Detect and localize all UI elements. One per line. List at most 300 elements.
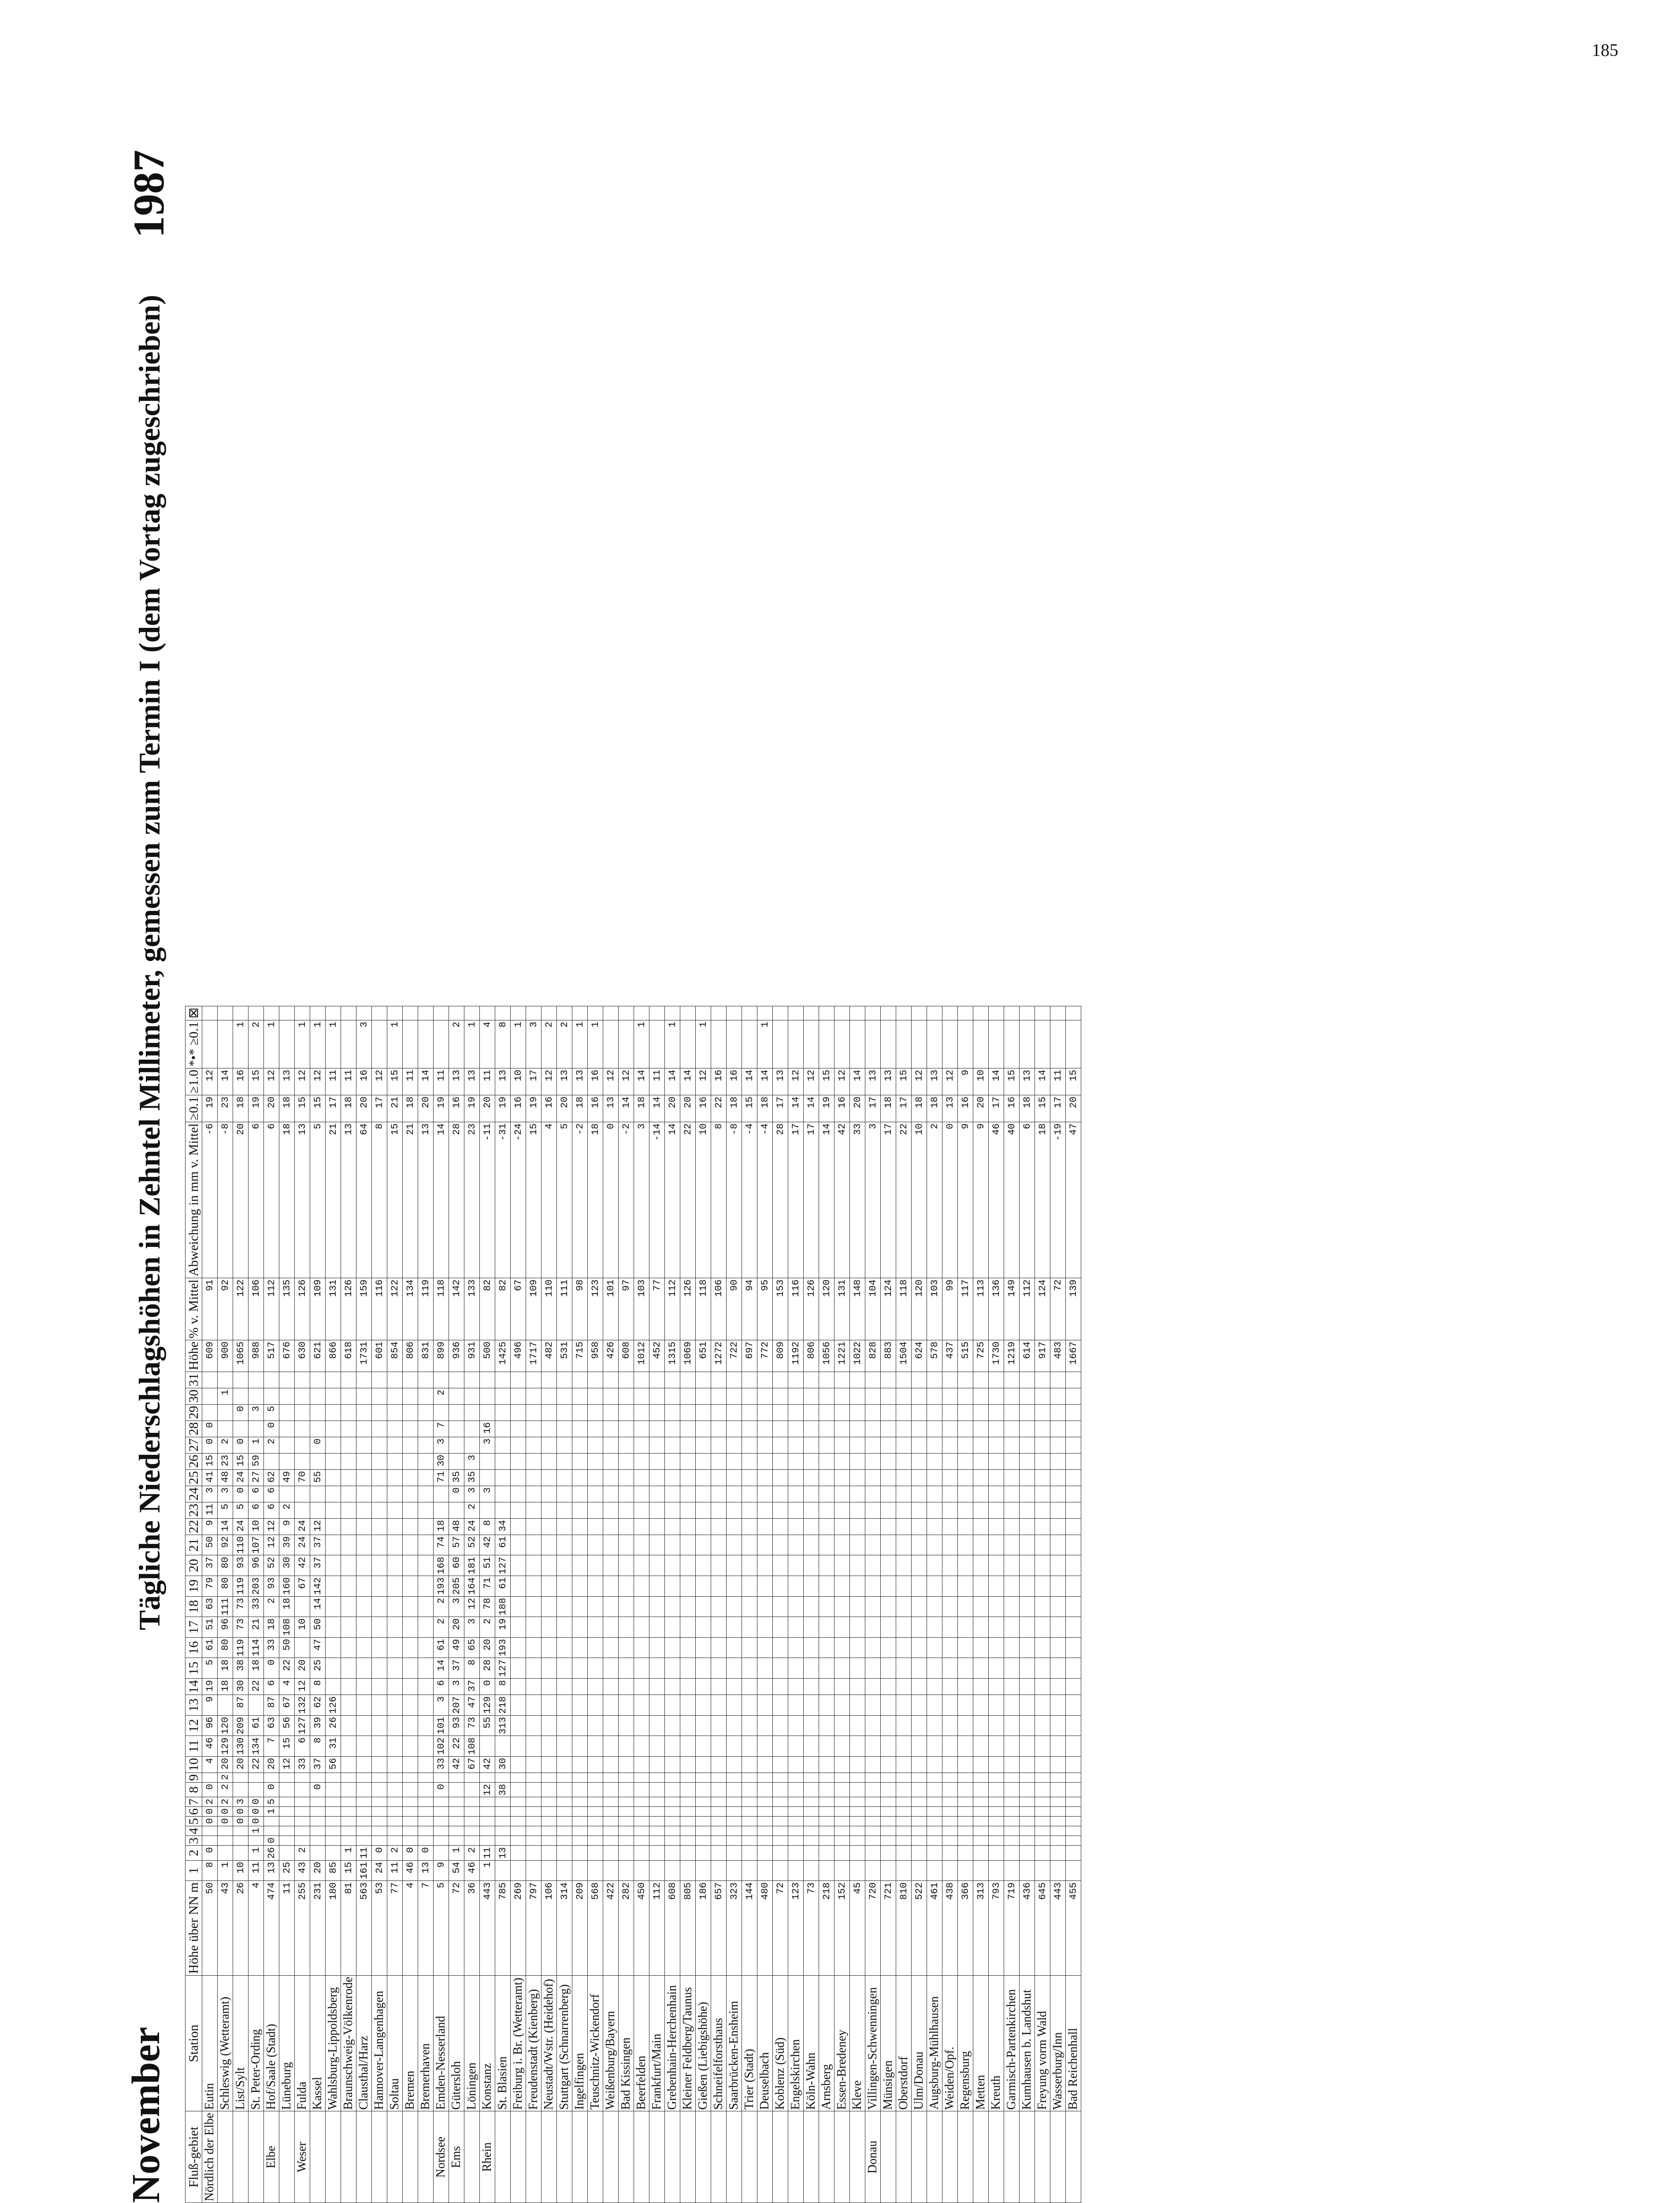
table-row [279, 1006, 295, 2203]
cell-day [403, 1617, 418, 1638]
cell-day [973, 1420, 989, 1437]
cell-n01: 17 [865, 1095, 881, 1122]
cell-abweichung: 3 [634, 1122, 649, 1278]
cell-gewitter [896, 1006, 912, 1020]
cell-day [942, 1658, 958, 1679]
cell-day [449, 1502, 464, 1518]
cell-day [942, 1637, 958, 1658]
cell-day [696, 1404, 711, 1420]
cell-day [989, 1617, 1004, 1638]
cell-day [804, 1535, 819, 1555]
cell-day [865, 1469, 881, 1486]
cell-abweichung: -2 [619, 1122, 634, 1278]
cell-station: Gütersloh [449, 1975, 464, 2111]
cell-day [387, 1637, 403, 1658]
cell-day: 6 [295, 1736, 310, 1757]
cell-day [557, 1637, 572, 1658]
cell-day [696, 1658, 711, 1679]
cell-day: 73 [233, 1617, 248, 1638]
cell-n01: 16 [1004, 1095, 1020, 1122]
cell-day [1020, 1695, 1035, 1716]
cell-day: 0 [218, 1807, 233, 1817]
cell-day [912, 1637, 927, 1658]
cell-gewitter [804, 1006, 819, 1020]
cell-day [233, 1846, 248, 1860]
cell-group [572, 2111, 588, 2203]
cell-day: 37 [202, 1555, 218, 1576]
cell-day: 3 [449, 1679, 464, 1695]
cell-group [696, 2111, 711, 2203]
cell-day: 39 [310, 1715, 326, 1736]
cell-group [1066, 2111, 1081, 2203]
cell-monat-hoehe: 806 [403, 1340, 418, 1372]
cell-day [372, 1518, 387, 1535]
cell-day [418, 1817, 434, 1826]
cell-day: 31 [326, 1736, 341, 1757]
cell-abweichung: 6 [248, 1122, 264, 1278]
cell-day [1035, 1782, 1050, 1797]
cell-day [341, 1518, 356, 1535]
cell-day [865, 1826, 881, 1836]
cell-day [511, 1773, 526, 1782]
cell-n01: 15 [742, 1095, 757, 1122]
cell-day [804, 1404, 819, 1420]
cell-day [989, 1637, 1004, 1658]
cell-day [526, 1555, 541, 1576]
cell-day [526, 1756, 541, 1773]
cell-abweichung: 18 [1035, 1122, 1050, 1278]
cell-day [1035, 1469, 1050, 1486]
cell-day [680, 1756, 696, 1773]
cell-day [572, 1372, 588, 1388]
cell-day [1004, 1502, 1020, 1518]
main-title: Tägliche Niederschlagshöhen in Zehntel Millimeter, gemessen zum Termin I (dem Vortag zugeschrieben) [133, 295, 166, 1630]
cell-day [819, 1860, 834, 1881]
cell-day [711, 1486, 727, 1502]
cell-day [881, 1555, 896, 1576]
cell-day [341, 1453, 356, 1469]
cell-day [541, 1695, 557, 1716]
cell-schnee [202, 1020, 218, 1068]
cell-day: 2 [279, 1502, 295, 1518]
cell-day [1050, 1756, 1066, 1773]
cell-day [788, 1617, 804, 1638]
cell-day [850, 1372, 865, 1388]
cell-gewitter [850, 1006, 865, 1020]
cell-day: 49 [279, 1469, 295, 1486]
cell-day [834, 1502, 850, 1518]
cell-day: 37 [449, 1658, 464, 1679]
cell-n10: 12 [788, 1068, 804, 1095]
cell-day [912, 1695, 927, 1716]
cell-day [541, 1782, 557, 1797]
cell-day [233, 1420, 248, 1437]
cell-abweichung: 0 [942, 1122, 958, 1278]
cell-day [310, 1773, 326, 1782]
cell-gewitter [788, 1006, 804, 1020]
cell-monat-prozent: 110 [541, 1278, 557, 1340]
cell-day [511, 1836, 526, 1846]
cell-day [326, 1469, 341, 1486]
cell-day [1035, 1817, 1050, 1826]
cell-day [773, 1502, 788, 1518]
cell-day [850, 1846, 865, 1860]
cell-day [341, 1817, 356, 1826]
cell-day [495, 1486, 511, 1502]
cell-monat-hoehe: 854 [387, 1340, 403, 1372]
cell-day [526, 1846, 541, 1860]
cell-day [372, 1736, 387, 1757]
cell-day: 78 [480, 1596, 495, 1617]
cell-day [757, 1846, 773, 1860]
cell-day [665, 1836, 680, 1846]
cell-day [757, 1807, 773, 1817]
cell-day [341, 1437, 356, 1453]
cell-gewitter [480, 1006, 495, 1020]
cell-day [634, 1736, 649, 1757]
cell-day [495, 1502, 511, 1518]
cell-day: 15 [341, 1860, 356, 1881]
cell-monat-prozent: 148 [850, 1278, 865, 1340]
cell-day [372, 1502, 387, 1518]
cell-day: 13 [495, 1846, 511, 1860]
cell-day [788, 1773, 804, 1782]
cell-day [634, 1518, 649, 1535]
cell-day [603, 1826, 619, 1836]
table-row [264, 1006, 279, 2203]
cell-day [341, 1502, 356, 1518]
cell-day [1050, 1679, 1066, 1695]
cell-day: 313 [495, 1715, 511, 1736]
cell-day: 188 [495, 1596, 511, 1617]
cell-station: Löningen [464, 1975, 480, 2111]
cell-day [973, 1486, 989, 1502]
cell-day [557, 1773, 572, 1782]
cell-day [711, 1388, 727, 1404]
cell-schnee: 2 [541, 1020, 557, 1068]
cell-n01: 20 [418, 1095, 434, 1122]
cell-day: 3 [464, 1617, 480, 1638]
cell-day [773, 1596, 788, 1617]
cell-hoehe: 438 [942, 1881, 958, 1975]
cell-day: 15 [279, 1736, 295, 1757]
cell-day: 129 [218, 1736, 233, 1757]
cell-day [603, 1453, 619, 1469]
cell-schnee [341, 1020, 356, 1068]
cell-n01: 20 [557, 1095, 572, 1122]
cell-day [727, 1388, 742, 1404]
cell-day [896, 1679, 912, 1695]
cell-n10: 12 [804, 1068, 819, 1095]
cell-day [942, 1817, 958, 1826]
cell-day [1066, 1679, 1081, 1695]
cell-day [1004, 1469, 1020, 1486]
cell-day [634, 1555, 649, 1576]
cell-day [495, 1773, 511, 1782]
cell-day [603, 1797, 619, 1807]
cell-day [819, 1797, 834, 1807]
cell-day: 80 [218, 1637, 233, 1658]
cell-day [1066, 1502, 1081, 1518]
cell-day: 51 [480, 1555, 495, 1576]
cell-day: 0 [233, 1817, 248, 1826]
cell-day [896, 1695, 912, 1716]
cell-day [279, 1797, 295, 1807]
cell-day [711, 1518, 727, 1535]
cell-abweichung: 8 [372, 1122, 387, 1278]
cell-day [619, 1679, 634, 1695]
cell-day [387, 1836, 403, 1846]
cell-day: 127 [295, 1715, 310, 1736]
cell-day: 3 [218, 1486, 233, 1502]
cell-n10: 13 [572, 1068, 588, 1095]
cell-day [773, 1797, 788, 1807]
cell-day [696, 1797, 711, 1807]
cell-station: Weißenburg/Bayern [603, 1975, 619, 2111]
cell-day [603, 1695, 619, 1716]
cell-day [1035, 1715, 1050, 1736]
cell-abweichung: 22 [896, 1122, 912, 1278]
cell-abweichung: -14 [649, 1122, 665, 1278]
cell-day [942, 1826, 958, 1836]
cell-day [418, 1388, 434, 1404]
cell-day [310, 1807, 326, 1817]
cell-day [603, 1555, 619, 1576]
cell-schnee [958, 1020, 973, 1068]
cell-group [665, 2111, 680, 2203]
cell-day [804, 1756, 819, 1773]
cell-group [819, 2111, 834, 2203]
cell-day [742, 1372, 757, 1388]
cell-monat-prozent: 120 [912, 1278, 927, 1340]
cell-day [1004, 1576, 1020, 1596]
cell-group [279, 2111, 295, 2203]
cell-monat-prozent: 95 [757, 1278, 773, 1340]
cell-day [912, 1596, 927, 1617]
cell-hoehe: 455 [1066, 1881, 1081, 1975]
cell-n10: 12 [696, 1068, 711, 1095]
cell-day [387, 1576, 403, 1596]
cell-day [634, 1453, 649, 1469]
cell-day [912, 1756, 927, 1773]
cell-day: 11 [387, 1860, 403, 1881]
cell-day [449, 1773, 464, 1782]
cell-hoehe: 719 [1004, 1881, 1020, 1975]
cell-day [927, 1404, 942, 1420]
cell-day [541, 1617, 557, 1638]
cell-group [850, 2111, 865, 2203]
cell-n10: 15 [819, 1068, 834, 1095]
cell-day: 0 [233, 1486, 248, 1502]
cell-day: 70 [295, 1469, 310, 1486]
cell-day [680, 1817, 696, 1826]
cell-day [511, 1807, 526, 1817]
header-flussgebiet: Fluß-gebiet [185, 2111, 202, 2203]
cell-day [1004, 1658, 1020, 1679]
cell-day [541, 1596, 557, 1617]
cell-day [865, 1486, 881, 1502]
cell-day [1066, 1388, 1081, 1404]
cell-day [634, 1596, 649, 1617]
cell-day [557, 1736, 572, 1757]
cell-gewitter [727, 1006, 742, 1020]
cell-day [881, 1502, 896, 1518]
cell-day [1020, 1437, 1035, 1453]
cell-day [958, 1658, 973, 1679]
cell-day [927, 1679, 942, 1695]
cell-day [418, 1807, 434, 1817]
cell-day [603, 1773, 619, 1782]
cell-day: 35 [449, 1469, 464, 1486]
cell-group [973, 2111, 989, 2203]
cell-n01: 23 [218, 1095, 233, 1122]
cell-day: 218 [495, 1695, 511, 1716]
table-row [727, 1006, 742, 2203]
cell-n01: 17 [989, 1095, 1004, 1122]
cell-day: 1 [248, 1826, 264, 1836]
cell-schnee: 1 [387, 1020, 403, 1068]
cell-day: 80 [218, 1555, 233, 1576]
cell-day [742, 1817, 757, 1826]
cell-day: 132 [295, 1695, 310, 1716]
cell-day: 111 [218, 1596, 233, 1617]
cell-n10: 13 [773, 1068, 788, 1095]
cell-day [557, 1782, 572, 1797]
cell-day [557, 1817, 572, 1826]
header-day: 16 [185, 1637, 202, 1658]
cell-day [341, 1535, 356, 1555]
cell-day [696, 1846, 711, 1860]
cell-monat-prozent: 116 [372, 1278, 387, 1340]
cell-day [434, 1372, 449, 1388]
cell-day: 8 [495, 1679, 511, 1695]
cell-day [865, 1637, 881, 1658]
cell-day: 20 [264, 1756, 279, 1773]
cell-day [912, 1797, 927, 1807]
cell-monat-hoehe: 500 [480, 1340, 495, 1372]
cell-day [757, 1736, 773, 1757]
cell-day [1004, 1420, 1020, 1437]
cell-day [973, 1695, 989, 1716]
cell-day [372, 1679, 387, 1695]
cell-day [326, 1826, 341, 1836]
cell-day [665, 1773, 680, 1782]
cell-day [834, 1756, 850, 1773]
cell-day [958, 1782, 973, 1797]
cell-day [834, 1596, 850, 1617]
cell-monat-hoehe: 958 [588, 1340, 603, 1372]
cell-day [341, 1658, 356, 1679]
cell-day [1066, 1836, 1081, 1846]
cell-day [557, 1469, 572, 1486]
cell-day [912, 1555, 927, 1576]
cell-day [1020, 1535, 1035, 1555]
cell-day [1050, 1817, 1066, 1826]
cell-day [850, 1782, 865, 1797]
table-header [185, 1006, 202, 2203]
cell-day [372, 1637, 387, 1658]
table-row [526, 1006, 541, 2203]
cell-day [1020, 1836, 1035, 1846]
cell-day: 61 [248, 1715, 264, 1736]
cell-gewitter [649, 1006, 665, 1020]
cell-day [619, 1817, 634, 1826]
cell-day [711, 1637, 727, 1658]
cell-day [511, 1469, 526, 1486]
cell-day [1020, 1486, 1035, 1502]
cell-day [881, 1756, 896, 1773]
cell-day [973, 1502, 989, 1518]
cell-day [973, 1826, 989, 1836]
cell-day [603, 1617, 619, 1638]
cell-day: 193 [434, 1576, 449, 1596]
cell-day: 4 [279, 1679, 295, 1695]
cell-day [696, 1860, 711, 1881]
cell-day [850, 1469, 865, 1486]
cell-day: 47 [464, 1695, 480, 1716]
cell-group [619, 2111, 634, 2203]
cell-monat-hoehe: 1667 [1066, 1340, 1081, 1372]
cell-day [1050, 1437, 1066, 1453]
cell-day [942, 1695, 958, 1716]
cell-day: 0 [233, 1807, 248, 1817]
cell-day [757, 1782, 773, 1797]
table-row [449, 1006, 464, 2203]
cell-day: 21 [248, 1617, 264, 1638]
cell-day: 37 [310, 1555, 326, 1576]
cell-day [634, 1404, 649, 1420]
cell-day [711, 1782, 727, 1797]
cell-day [819, 1486, 834, 1502]
cell-day [279, 1782, 295, 1797]
cell-schnee [1020, 1020, 1035, 1068]
cell-day [927, 1658, 942, 1679]
cell-day [896, 1797, 912, 1807]
cell-day: 9 [434, 1860, 449, 1881]
cell-day [588, 1782, 603, 1797]
cell-n10: 14 [850, 1068, 865, 1095]
cell-day [680, 1518, 696, 1535]
cell-day: 61 [202, 1637, 218, 1658]
cell-day [727, 1404, 742, 1420]
cell-n01: 14 [804, 1095, 819, 1122]
cell-day [434, 1502, 449, 1518]
cell-day [865, 1518, 881, 1535]
cell-day [773, 1715, 788, 1736]
cell-day [634, 1420, 649, 1437]
cell-day [881, 1773, 896, 1782]
cell-day [788, 1518, 804, 1535]
cell-monat-prozent: 136 [989, 1278, 1004, 1340]
cell-day [588, 1404, 603, 1420]
cell-day [526, 1576, 541, 1596]
cell-gewitter [248, 1006, 264, 1020]
cell-day [727, 1453, 742, 1469]
cell-day [989, 1756, 1004, 1773]
cell-day [665, 1807, 680, 1817]
cell-gewitter [202, 1006, 218, 1020]
cell-day [665, 1817, 680, 1826]
cell-schnee: 1 [464, 1020, 480, 1068]
cell-day: 2 [264, 1596, 279, 1617]
cell-day [541, 1846, 557, 1860]
cell-day [464, 1372, 480, 1388]
cell-day [480, 1807, 495, 1817]
cell-day [1050, 1658, 1066, 1679]
cell-abweichung: 6 [264, 1122, 279, 1278]
cell-station: Gießen (Liebigshöhe) [696, 1975, 711, 2111]
cell-station: St. Blasien [495, 1975, 511, 2111]
